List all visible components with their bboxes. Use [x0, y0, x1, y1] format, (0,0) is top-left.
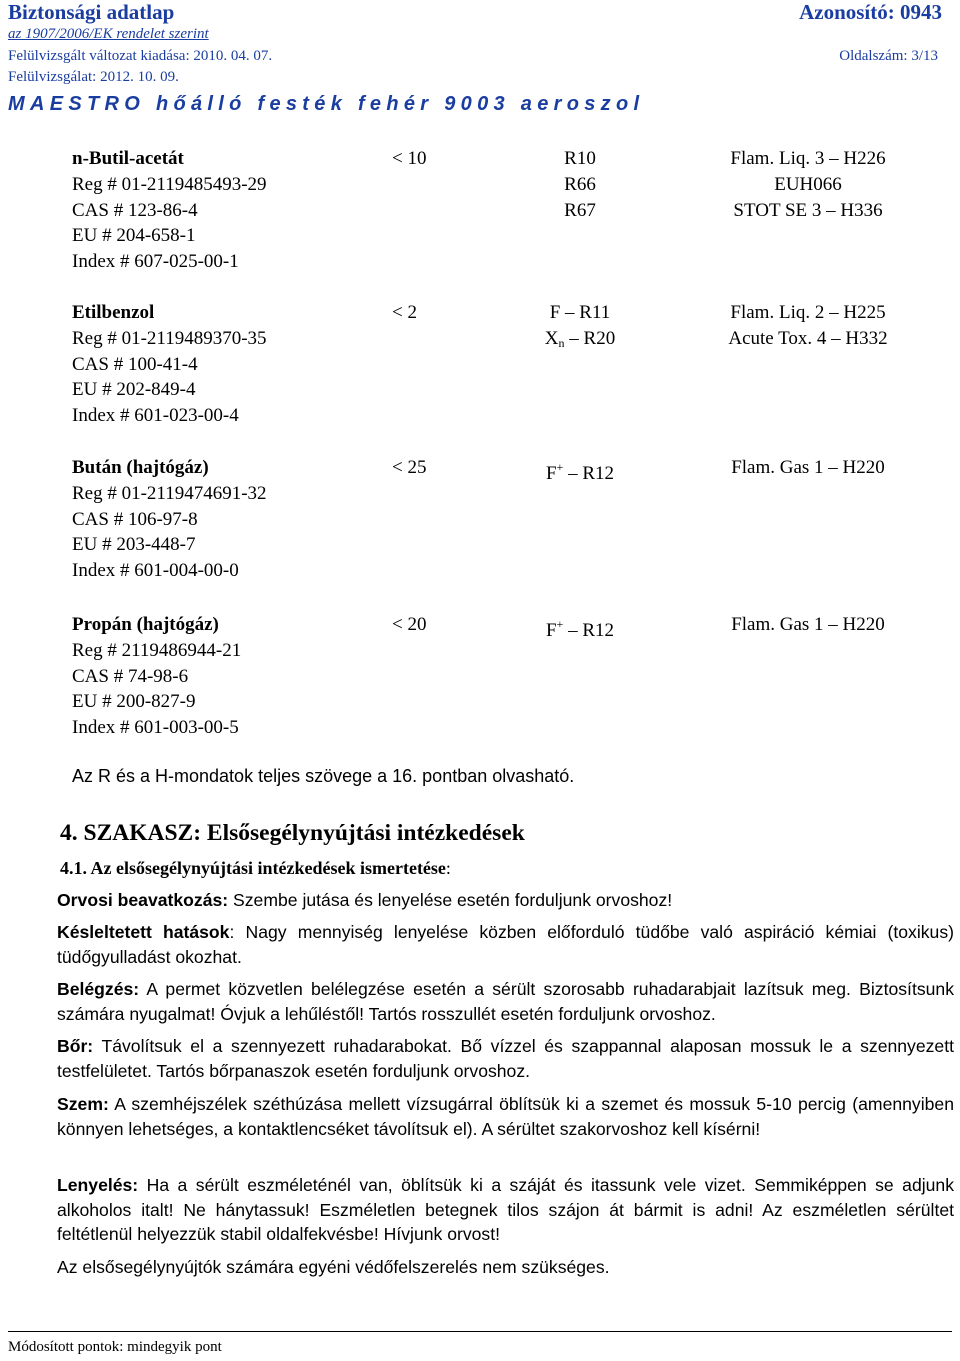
paragraph-ingestion — [57, 1173, 954, 1247]
paragraph-skin — [57, 1034, 954, 1083]
cas-number: CAS # 74-98-6 — [72, 665, 189, 687]
h-phrase: STOT SE 3 – H336 — [733, 199, 883, 221]
subsection-title — [60, 858, 451, 879]
paragraph-eye — [57, 1092, 954, 1141]
reg-number: Reg # 2119486944-21 — [72, 639, 242, 661]
r-phrase: $X_n - R20$ — [544, 327, 616, 350]
paragraph-text: Szembe jutása és lenyelése esetén forduljunk orvoshoz! — [228, 890, 673, 910]
paragraph-protective-equipment — [57, 1255, 954, 1280]
r-phrase: F – R11 — [549, 302, 611, 323]
page-number: Oldalszám: 3/13 — [839, 48, 938, 64]
r-phrase: R10 — [564, 148, 596, 169]
footer-note: Módosított pontok: mindegyik pont — [8, 1339, 222, 1355]
r-phrase: F+ – R12 — [545, 460, 615, 484]
cas-number: CAS # 100-41-4 — [72, 353, 198, 375]
concentration: < 25 — [392, 457, 427, 478]
h-phrase: Flam. Liq. 2 – H225 — [730, 302, 886, 323]
cas-number: CAS # 123-86-4 — [72, 199, 198, 221]
paragraph-delayed-effects — [57, 920, 954, 969]
paragraph-label: Késleltetett hatások — [57, 922, 230, 942]
eu-number: EU # 203-448-7 — [72, 534, 196, 556]
r-phrase: R66 — [564, 173, 596, 195]
paragraph-inhalation — [57, 977, 954, 1026]
paragraph-text: A szemhéjszélek széthúzása mellett vízsugárral öblítsük ki a szemet és mossuk 5-10 percig (amennyiben könnyen lehetséges, a kontaktlencséket távolítsuk el). A sérültet szakorvoshoz kell kísérni! — [57, 1094, 954, 1139]
paragraph-text: Az elsősegélynyújtók számára egyéni védőfelszerelés nem szükséges. — [57, 1257, 610, 1277]
product-name: MAESTRO hőálló festék fehér 9003 aeroszol — [8, 93, 645, 115]
eu-number: EU # 202-849-4 — [72, 379, 196, 401]
component-name: n-Butil-acetát — [72, 148, 184, 169]
eu-number: EU # 204-658-1 — [72, 225, 196, 247]
component-name: Propán (hajtógáz) — [72, 614, 219, 635]
phrases-note: Az R és a H-mondatok teljes szövege a 16. pontban olvasható. — [72, 766, 575, 786]
concentration: < 20 — [392, 614, 427, 635]
component-name: Bután (hajtógáz) — [72, 457, 209, 478]
r-phrase: F+ – R12 — [545, 617, 615, 641]
index-number: Index # 601-004-00-0 — [72, 560, 239, 582]
h-phrase: Acute Tox. 4 – H332 — [728, 327, 888, 349]
index-number: Index # 601-003-00-5 — [72, 717, 239, 739]
r-phrase: R67 — [564, 199, 596, 221]
index-number: Index # 607-025-00-1 — [72, 251, 239, 273]
paragraph-label: Belégzés: — [57, 979, 140, 999]
paragraph-medical — [57, 888, 954, 913]
h-phrase: Flam. Gas 1 – H220 — [731, 614, 885, 635]
paragraph-label: Szem: — [57, 1094, 109, 1114]
document-title: Biztonsági adatlap — [8, 0, 175, 24]
paragraph-label: Orvosi beavatkozás: — [57, 890, 229, 910]
section-title: 4. SZAKASZ: Elsősegélynyújtási intézkedések — [60, 820, 525, 846]
h-phrase: Flam. Liq. 3 – H226 — [730, 148, 886, 169]
h-phrase: Flam. Gas 1 – H220 — [731, 457, 885, 478]
subsection-heading: 4.1. Az elsősegélynyújtási intézkedések ismertetése — [60, 858, 446, 878]
paragraph-label: Lenyelés: — [57, 1175, 139, 1195]
paragraph-text: A permet közvetlen belélegzése esetén a sérült szorosabb ruhadarabjait lazítsuk meg. Biztosítsunk számára nyugalmat! Óvjuk a lehűléstől! Tartós rosszullét esetén forduljunk orvoshoz. — [57, 979, 954, 1024]
component-name: Etilbenzol — [72, 302, 155, 323]
footer-divider — [8, 1331, 952, 1332]
subsection-colon: : — [445, 858, 451, 878]
paragraph-label: Bőr: — [57, 1036, 94, 1056]
eu-number: EU # 200-827-9 — [72, 691, 196, 713]
paragraph-text: Ha a sérült eszméleténél van, öblítsük ki a száját és itassunk vele vizet. Semmiképpen se adjunk alkoholos italt! Ne hánytassuk! Eszméletlen betegnek tilos szájon át bármit is adni! Az eszméletlen sérültet feltétlenül helyezzük stabil oldalfekvésbe! Hívjunk orvost! — [57, 1175, 954, 1244]
cas-number: CAS # 106-97-8 — [72, 508, 198, 530]
paragraph-text: Távolítsuk el a szennyezett ruhadarabokat. Bő vízzel és szappannal alaposan mossuk le a szennyezett testfelületet. Tartós bőrpanaszok esetén forduljunk orvoshoz. — [57, 1036, 954, 1081]
reg-number: Reg # 01-2119474691-32 — [72, 482, 267, 504]
concentration: < 2 — [392, 302, 417, 323]
revision-date: Felülvizsgált változat kiadása: 2010. 04. 07. — [8, 48, 273, 64]
paragraph-text: : Nagy mennyiség lenyelése közben előforduló tüdőbe való aspiráció kémiai (toxikus) tüdőgyulladást okozhat. — [57, 922, 954, 967]
index-number: Index # 601-023-00-4 — [72, 405, 239, 427]
review-date: Felülvizsgálat: 2012. 10. 09. — [8, 69, 179, 85]
regulation-reference: az 1907/2006/EK rendelet szerint — [8, 26, 209, 42]
document-identifier: Azonosító: 0943 — [799, 0, 942, 24]
h-phrase: EUH066 — [774, 173, 842, 195]
reg-number: Reg # 01-2119485493-29 — [72, 173, 267, 195]
concentration: < 10 — [392, 148, 427, 169]
reg-number: Reg # 01-2119489370-35 — [72, 327, 267, 349]
